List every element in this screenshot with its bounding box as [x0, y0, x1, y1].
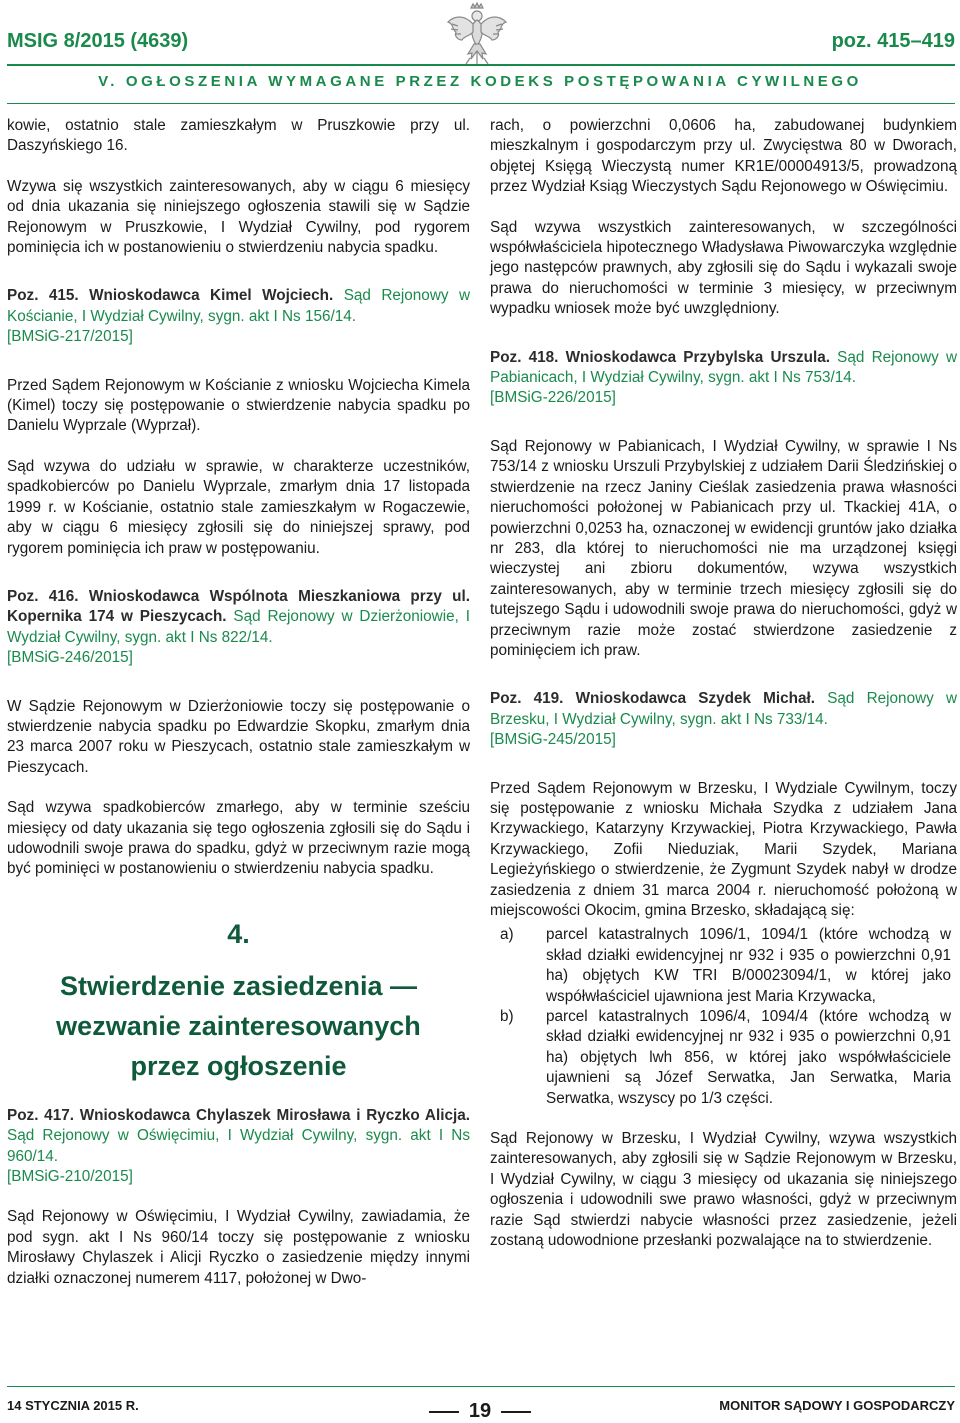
list-item-text: parcel katastralnych 1096/4, 1094/4 (które wchodzą w skład działki ewidencyjnej nr 932 i 935 o powierzchni 0,91 ha) objętych lwh 856, w której jako współwłaściciele ujawnieni są Józef Serwatka, Jan Serwatka, Maria Serwatka, wszyscy po 1/3 części.: [546, 1008, 951, 1107]
publication-name: MONITOR SĄDOWY I GOSPODARCZY: [719, 1398, 955, 1413]
reference-code: [BMSiG-210/2015]: [7, 1168, 133, 1185]
parcel-list: [490, 925, 957, 1109]
list-item: [490, 1007, 951, 1109]
chapter-title-line: Stwierdzenie zasiedzenia —: [59, 970, 418, 1001]
reference-code: [BMSiG-245/2015]: [490, 731, 616, 749]
positions-label: poz. 415–419: [831, 30, 955, 52]
notice-title: Poz. 416. Wnioskodawca Wspólnota Mieszkaniowa przy ul. Kopernika 174 w Pieszycach.: [7, 587, 470, 626]
dash-decoration: [501, 1411, 531, 1413]
notice-paragraph: W Sądzie Rejonowym w Dzierżoniowie toczy się postępowanie o stwierdzenie nabycia spadku po Edwardzie Skopku, zmarłym dnia 23 marca 2007 roku w Pieszycach, ostatnio stale zamieszkałym w Pieszycach.: [7, 697, 470, 776]
reference-code: [BMSiG-226/2015]: [490, 389, 616, 407]
notice-heading-419: [490, 689, 957, 750]
chapter-heading: [7, 914, 470, 1086]
notice-heading-416: [7, 587, 470, 669]
notice-title: Poz. 417. Wnioskodawca Chylaszek Mirosława i Ryczko Alicja.: [7, 1106, 470, 1124]
chapter-title-line: wezwanie zainteresowanych: [56, 1010, 421, 1041]
notice-title: Poz. 415. Wnioskodawca Kimel Wojciech.: [7, 287, 334, 305]
notice-paragraph: Sąd wzywa spadkobierców zmarłego, aby w terminie sześciu miesięcy od daty ukazania się tego ogłoszenia zgłosili się do Sądu i udowodnili swoje prawa do spadku, gdyż w przeciwnym razie mogą być pominięci w postanowieniu o stwierdzeniu nabycia spadku.: [7, 799, 470, 878]
polish-eagle-icon: [446, 2, 508, 66]
notice-heading-418: [490, 348, 957, 409]
notice-paragraph: Przed Sądem Rejonowym w Brzesku, I Wydziale Cywilnym, toczy się postępowanie z wniosku Michała Szydka z udziałem Jana Krzywackiego, Katarzyny Krzywackiej, Piotra Krzywackiego, Pawła Krzywackiego, Zofii Nieduziak, Marii Szydek, Mariana Legieżyńskiego o stwierdzenie, że Zygmunt Szydek nabył w drodze zasiedzenia z dniem 31 marca 2004 r. nieruchomość położoną w miejscowości Okocim, gmina Brzesko, składającą się:: [490, 779, 957, 919]
dash-decoration: [429, 1411, 459, 1413]
notice-paragraph: Sąd wzywa do udziału w sprawie, w charakterze uczestników, spadkobierców po Danielu Wyprzale, zmarłym dnia 17 listopada 1999 r. w Kościanie, ostatnio stale zamieszkałym w Rogaczewie, aby w ciągu 6 miesięcy zgłosili się do niniejszej sprawy, pod rygorem pominięcia ich praw w postępowaniu.: [7, 457, 470, 557]
list-marker: b): [500, 1008, 514, 1026]
list-marker: a): [500, 926, 514, 944]
court-info: Sąd Rejonowy w Pabianicach, I Wydział Cywilny, sygn. akt I Ns 753/14.: [490, 348, 958, 387]
reference-code: [BMSiG-217/2015]: [7, 328, 133, 346]
chapter-title-line: przez ogłoszenie: [130, 1050, 347, 1081]
issue-date: 14 STYCZNIA 2015 R.: [7, 1398, 139, 1413]
right-column: [490, 116, 957, 1272]
court-info: Sąd Rejonowy w Oświęcimiu, I Wydział Cywilny, sygn. akt I Ns 960/14.: [7, 1127, 470, 1165]
list-item-text: parcel katastralnych 1096/1, 1094/1 (które wchodzą w skład działki ewidencyjnej nr 932 i 935 o powierzchni 0,91 ha) objętych KW TRI B/00023094/1, w której jako współwłaściciel ujawniona jest Maria Krzywacka,: [546, 926, 951, 1005]
page-header: [0, 0, 960, 112]
list-item: [490, 925, 951, 1007]
notice-heading-417: [7, 1106, 470, 1188]
footer-divider: [7, 1386, 955, 1387]
continuation-paragraph: kowie, ostatnio stale zamieszkałym w Pruszkowie przy ul. Daszyńskiego 16.: [7, 117, 470, 155]
summons-paragraph: Wzywa się wszystkich zainteresowanych, aby w ciągu 6 miesięcy od dnia ukazania się niniejszego ogłoszenia stawili się w Sądzie Rejonowym w Pruszkowie, I Wydział Cywilny, pod rygorem pominięcia ich w postanowieniu o stwierdzeniu nabycia spadku.: [7, 177, 470, 257]
notice-title: Poz. 419. Wnioskodawca Szydek Michał.: [490, 690, 816, 708]
left-column: [7, 116, 470, 1309]
court-info: Sąd Rejonowy w Brzesku, I Wydział Cywilny, sygn. akt I Ns 733/14.: [490, 690, 957, 728]
header-divider: [7, 64, 955, 66]
notice-paragraph: Sąd Rejonowy w Pabianicach, I Wydział Cywilny, w sprawie I Ns 753/14 z wniosku Urszuli Przybylskiej z udziałem Darii Śledzińskiej o stwierdzenie na rzecz Janiny Cieślak zasiedzenia prawa własności nieruchomości położonej w Pabianicach przy ul. Tkackiej 41A, o powierzchni 0,0253 ha, oznaczonej w ewidencji gruntów jako działka nr 283, dla której to nieruchomości nie ma urządzonej księgi wieczystej ani zbioru dokumentów, wzywa wszystkich zainteresowanych, aby w terminie trzech miesięcy zgłosili się do tutejszego Sądu i udowodnili swoje prawa do nieruchomości, gdyż w przeciwnym razie może zostać stwierdzone zasiedzenie z pominięciem ich praw.: [490, 437, 957, 659]
notice-title: Poz. 418. Wnioskodawca Przybylska Urszula.: [490, 348, 830, 366]
continuation-paragraph: rach, o powierzchni 0,0606 ha, zabudowanej budynkiem mieszkalnym i gospodarczym przy ul. Zwycięstwa 80 w Dworach, objętej Księgą Wieczystą numer KR1E/00004913/5, prowadzoną przez Wydział Ksiąg Wieczystych Sądu Rejonowego w Oświęcimiu.: [490, 117, 957, 196]
court-info: Sąd Rejonowy w Dzierżoniowie, I Wydział Cywilny, sygn. akt I Ns 822/14.: [7, 608, 470, 646]
section-title: V. OGŁOSZENIA WYMAGANE PRZEZ KODEKS POSTĘPOWANIA CYWILNEGO: [98, 73, 862, 90]
notice-paragraph: Sąd Rejonowy w Brzesku, I Wydział Cywilny, wzywa wszystkich zainteresowanych, aby zgłosili się w Sądzie Rejonowym w Brzesku, I Wydział Cywilny, w ciągu 3 miesięcy od ukazania się niniejszego ogłoszenia i udowodnili swe prawo własności, gdyż w przeciwnym razie Sąd stwierdzi nabycie własności przez zasiedzenie, jeżeli zostaną udowodnione przesłanki pozwalające na to stwierdzenie.: [490, 1130, 957, 1250]
court-info: Sąd Rejonowy w Kościanie, I Wydział Cywilny, sygn. akt I Ns 156/14.: [7, 287, 470, 325]
page-number: 19: [468, 1400, 492, 1422]
reference-code: [BMSiG-246/2015]: [7, 649, 133, 667]
chapter-number: 4.: [227, 918, 250, 949]
issue-label: MSIG 8/2015 (4639): [7, 30, 189, 52]
section-divider: [7, 103, 955, 104]
notice-heading-415: [7, 286, 470, 347]
notice-paragraph: Przed Sądem Rejonowym w Kościanie z wniosku Wojciecha Kimela (Kimel) toczy się postępowanie o stwierdzenie nabycia spadku po Danielu Wyprzale (Wyprzał).: [7, 376, 470, 435]
notice-paragraph: Sąd Rejonowy w Oświęcimiu, I Wydział Cywilny, zawiadamia, że pod sygn. akt I Ns 960/14 toczy się postępowanie z wniosku Mirosławy Chylaszek i Alicji Ryczko o zasiedzenie między innymi działki oznaczonej numerem 4117, położonej w Dwo-: [7, 1208, 470, 1287]
summons-paragraph: Sąd wzywa wszystkich zainteresowanych, w szczególności współwłaściciela hipotecznego Władysława Piwowarczyka względnie jego następców prawnych, aby zgłosili się do Sądu i wykazali swoje prawa do nieruchomości w terminie 3 miesięcy, w przeciwnym wypadku wniosek może być uwzględniony.: [490, 218, 957, 318]
